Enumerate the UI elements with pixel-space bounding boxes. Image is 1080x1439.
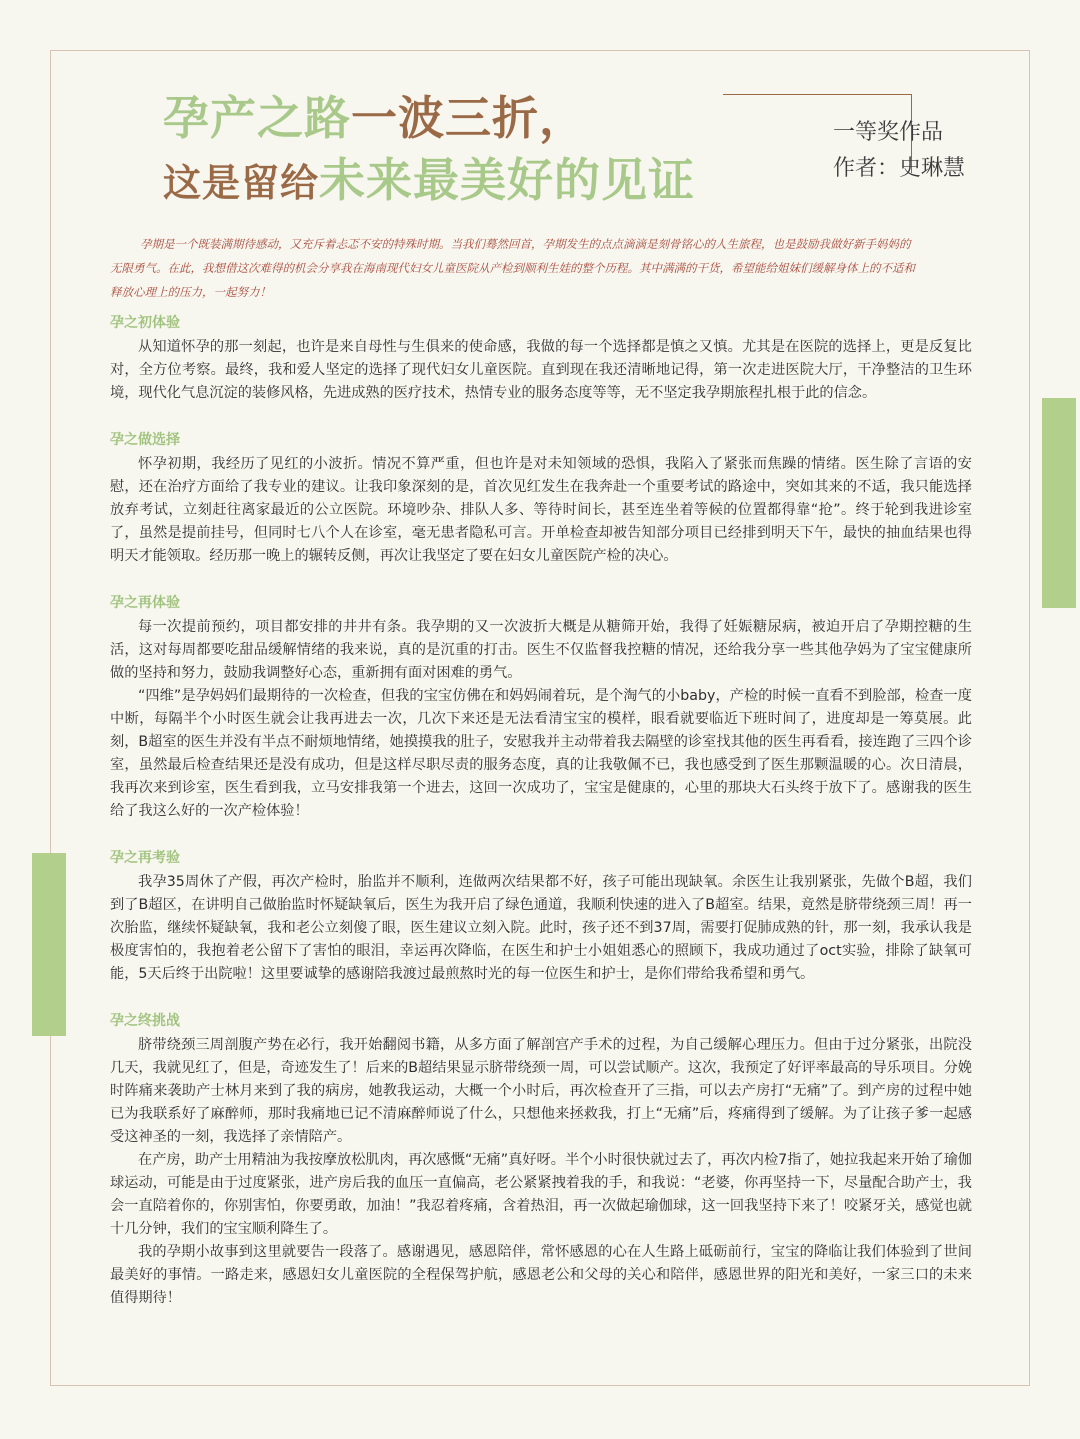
section-3: [110, 590, 972, 823]
award-prize: 一等奖作品: [833, 120, 944, 145]
section-title: 孕之再考验: [110, 850, 180, 866]
section-1: [110, 310, 972, 405]
article-body: [110, 310, 972, 1332]
paragraph: 我的孕期小故事到这里就要告一段落了。感谢遇见，感恩陪伴，常怀感恩的心在人生路上砥砺前行，宝宝的降临让我们体验到了世间最美好的事情。一路走来，感恩妇女儿童医院的全程保驾护航，感恩老公和父母的关心和陪伴，感恩世界的阳光和美好，一家三口的未来值得期待！: [110, 1244, 972, 1306]
paragraph: “四维”是孕妈妈们最期待的一次检查，但我的宝宝仿佛在和妈妈闹着玩，是个淘气的小baby，产检的时候一直看不到脸部，检查一度中断，每隔半个小时医生就会让我再进去一次，几次下来还是无法看清宝宝的模样，眼看就要临近下班时间了，进度却是一筹莫展。此刻，B超室的医生并没有半点不耐烦地情绪，她摸摸我的肚子，安慰我并主动带着我去隔壁的诊室找其他的医生再看看，接连跑了三四个诊室，虽然最后检查结果还是没有成功，但是这样尽职尽责的服务态度，真的让我敬佩不已，我也感受到了医生那颗温暖的心。次日清晨，我再次来到诊室，医生看到我，立马安排我第一个进去，这回一次成功了，宝宝是健康的，心里的那块大石头终于放下了。感谢我的医生给了我这么好的一次产检体验！: [110, 688, 972, 819]
paragraph: 脐带绕颈三周剖腹产势在必行，我开始翻阅书籍，从多方面了解剖宫产手术的过程，为自己缓解心理压力。但由于过分紧张，出院没几天，我就见红了，但是，奇迹发生了！后来的B超结果显示脐带绕颈一周，可以尝试顺产。这次，我预定了好评率最高的导乐项目。分娩时阵痛来袭助产士林月来到了我的病房，她教我运动，大概一个小时后，再次检查开了三指，可以去产房打“无痛”了。到产房的过程中她已为我联系好了麻醉师，那时我痛地已记不清麻醉师说了什么，只想他来拯救我，打上“无痛”后，疼痛得到了缓解。为了让孩子爹一起感受这神圣的一刻，我选择了亲情陪产。: [110, 1037, 972, 1145]
paragraph: 从知道怀孕的那一刻起，也许是来自母性与生俱来的使命感，我做的每一个选择都是慎之又慎。尤其是在医院的选择上，更是反复比对，全方位考察。最终，我和爱人坚定的选择了现代妇女儿童医院。直到现在我还清晰地记得，第一次走进医院大厅，干净整洁的卫生环境，现代化气息沉淀的装修风格，先进成熟的医疗技术，热情专业的服务态度等等，无不坚定我孕期旅程扎根于此的信念。: [110, 339, 972, 401]
paragraph: 怀孕初期，我经历了见红的小波折。情况不算严重，但也许是对未知领域的恐惧，我陷入了紧张而焦躁的情绪。医生除了言语的安慰，还在治疗方面给了我专业的建议。让我印象深刻的是，首次见红发生在我奔赴一个重要考试的路途中，突如其来的不适，我只能选择放弃考试，立刻赶往离家最近的公立医院。环境吵杂、排队人多、等待时间长，甚至连坐着等候的位置都得靠“抢”。终于轮到我进诊室了，虽然是提前挂号，但同时七八个人在诊室，毫无患者隐私可言。开单检查却被告知部分项目已经排到明天下午，最快的抽血结果也得明天才能领取。经历那一晚上的辗转反侧，再次让我坚定了要在妇女儿童医院产检的决心。: [110, 456, 972, 564]
decorative-bar-left: [32, 853, 66, 1036]
title-line-1: [163, 82, 586, 148]
section-4: [110, 845, 972, 986]
title-brown-1: 一波三折，: [351, 91, 586, 145]
intro-text: 孕期是一个既装满期待感动，又充斥着忐忑不安的特殊时期。当我们蓦然回首，孕期发生的点点滴滴是刻骨铭心的人生旅程，也是鼓励我做好新手妈妈的无限勇气。在此，我想借这次难得的机会分享我在海南现代妇女儿童医院从产检到顺利生娃的整个历程。其中满满的干货，希望能给姐妹们缓解身体上的不适和释放心理上的压力，一起努力！: [110, 237, 915, 299]
page-title: [163, 82, 773, 207]
title-green-2: 未来最美好的见证: [319, 153, 696, 207]
title-brown-2: 这是留给: [163, 161, 320, 205]
award-block: [833, 115, 965, 187]
paragraph: 我孕35周休了产假，再次产检时，胎监并不顺利，连做两次结果都不好，孩子可能出现缺氧。余医生让我别紧张，先做个B超，我们到了B超区，在讲明自己做胎监时怀疑缺氧后，医生为我开启了绿色通道，我顺利快速的进入了B超室。结果，竟然是脐带绕颈三周！再一次胎监，继续怀疑缺氧，我和老公立刻傻了眼，医生建议立刻入院。此时，孩子还不到37周，需要打促肺成熟的针，那一刻，我承认我是极度害怕的，我抱着老公留下了害怕的眼泪，幸运再次降临，在医生和护士小姐姐悉心的照顾下，我成功通过了oct实验，排除了缺氧可能，5天后终于出院啦！这里要诚挚的感谢陪我渡过最煎熬时光的每一位医生和护士，是你们带给我希望和勇气。: [110, 874, 972, 982]
decorative-bar-right: [1042, 398, 1076, 608]
section-2: [110, 427, 972, 568]
section-title: 孕之再体验: [110, 595, 180, 611]
title-line-2: [163, 144, 695, 210]
section-title: 孕之做选择: [110, 432, 180, 448]
paragraph: 每一次提前预约，项目都安排的井井有条。我孕期的又一次波折大概是从糖筛开始，我得了妊娠糖尿病，被迫开启了孕期控糖的生活，这对每周都要吃甜品缓解情绪的我来说，真的是沉重的打击。医生不仅监督我控糖的情况，还给我分享一些其他孕妈为了宝宝健康所做的坚持和努力，鼓励我调整好心态，重新拥有面对困难的勇气。: [110, 619, 972, 681]
paragraph: 在产房，助产士用精油为我按摩放松肌肉，再次感慨“无痛”真好呀。半个小时很快就过去了，再次内检7指了，她拉我起来开始了瑜伽球运动，可能是由于过度紧张，进产房后我的血压一直偏高，老公紧紧拽着我的手，和我说：“老婆，你再坚持一下，尽量配合助产士，我会一直陪着你的，你别害怕，你要勇敢，加油！”我忍着疼痛，含着热泪，再一次做起瑜伽球，这一回我坚持下来了！咬紧牙关，感觉也就十几分钟，我们的宝宝顺利降生了。: [110, 1152, 972, 1237]
section-title: 孕之终挑战: [110, 1013, 180, 1029]
section-5: [110, 1008, 972, 1310]
title-green-1: 孕产之路: [163, 91, 351, 145]
award-author: 作者：史琳慧: [833, 156, 966, 181]
section-title: 孕之初体验: [110, 315, 180, 331]
